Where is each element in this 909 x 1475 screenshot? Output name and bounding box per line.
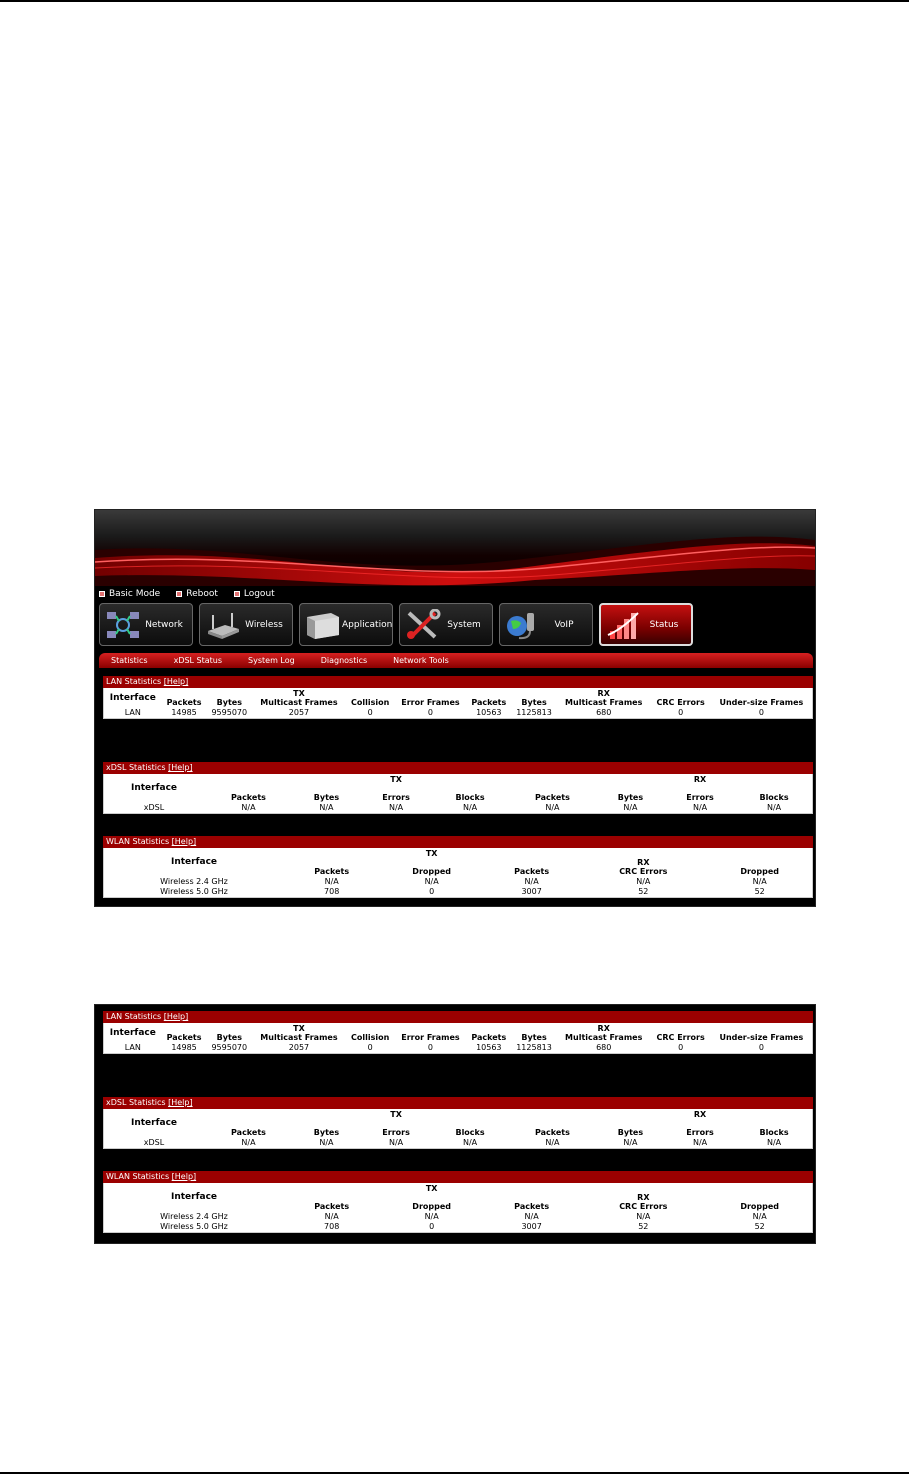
xdsl-rx-errors-header xyxy=(664,1109,736,1138)
lan-cell: 0 xyxy=(367,708,373,717)
lan-statistics-title: LAN Statistics xyxy=(106,1012,162,1021)
wlan-tx-dropped-label: Dropped xyxy=(412,867,451,876)
xdsl-cell: N/A xyxy=(623,1138,638,1147)
lan-cell: 0 xyxy=(367,1043,373,1052)
statistics-detail-screenshot xyxy=(94,1004,816,1244)
xdsl-cell: N/A xyxy=(766,1138,782,1147)
xdsl-cell: xDSL xyxy=(143,803,165,812)
table-row xyxy=(104,1212,812,1222)
xdsl-tx-errors-label: Errors xyxy=(382,793,410,802)
lan-cell: 2057 xyxy=(288,708,310,717)
tab-application[interactable] xyxy=(299,603,393,646)
lan-rx-packets-header: Packets xyxy=(471,1033,507,1042)
wlan-cell: 52 xyxy=(754,887,765,896)
table-row xyxy=(104,1222,812,1232)
xdsl-interface-header: Interface xyxy=(130,783,178,793)
wlan-cell: 3007 xyxy=(521,1222,542,1231)
bullet-icon xyxy=(99,591,105,597)
xdsl-statistics-table xyxy=(104,774,812,813)
wlan-statistics-header xyxy=(103,1171,813,1183)
subnav-diagnostics[interactable]: Diagnostics xyxy=(320,656,368,665)
lan-rx-bytes-header: Bytes xyxy=(521,698,547,707)
status-chart-icon xyxy=(605,608,643,642)
wlan-cell: Wireless 5.0 GHz xyxy=(160,1222,228,1231)
lan-rx-multicast-label: Multicast Frames xyxy=(565,1033,643,1042)
wlan-statistics-table xyxy=(104,1183,812,1232)
wlan-statistics-table xyxy=(104,848,812,897)
banner-swoosh-graphic xyxy=(95,510,815,586)
tab-system[interactable] xyxy=(399,603,493,646)
xdsl-cell: N/A xyxy=(388,1138,404,1147)
lan-rx-group-header: RX xyxy=(597,689,610,698)
tab-network[interactable] xyxy=(99,603,193,646)
lan-statistics-header xyxy=(103,1011,813,1023)
wlan-rx-dropped-header: Dropped xyxy=(740,1202,780,1211)
lan-statistics-panel xyxy=(103,676,813,719)
lan-rx-multicast-header xyxy=(557,1023,651,1043)
lan-help-link[interactable]: [Help] xyxy=(163,1012,189,1021)
wlan-cell: N/A xyxy=(424,877,439,886)
wlan-statistics-title: WLAN Statistics xyxy=(106,837,170,846)
xdsl-rx-blocks-header: Blocks xyxy=(759,1128,789,1137)
basic-mode-link[interactable] xyxy=(99,589,160,599)
wlan-cell: 708 xyxy=(324,887,340,896)
bullet-icon xyxy=(234,591,240,597)
lan-error-frames-header: Error Frames xyxy=(401,698,460,707)
wlan-cell: 0 xyxy=(429,887,435,896)
network-icon xyxy=(104,608,142,642)
xdsl-cell: N/A xyxy=(241,803,256,812)
lan-rx-packets-header: Packets xyxy=(471,698,507,707)
lan-cell: 10563 xyxy=(476,1043,502,1052)
lan-rx-group-header: RX xyxy=(597,1024,610,1033)
wlan-cell: Wireless 2.4 GHz xyxy=(160,1212,228,1221)
wlan-statistics-title: WLAN Statistics xyxy=(106,1172,170,1181)
xdsl-cell: N/A xyxy=(319,803,334,812)
lan-tx-packets-header: Packets xyxy=(166,698,202,707)
xdsl-tx-bytes-header: Bytes xyxy=(313,1128,340,1137)
wlan-cell: N/A xyxy=(424,1212,439,1221)
reboot-link[interactable] xyxy=(176,589,218,599)
wlan-cell: Wireless 2.4 GHz xyxy=(160,877,228,886)
xdsl-rx-bytes-header xyxy=(597,774,664,803)
lan-undersize-header: Under-size Frames xyxy=(719,698,804,707)
tab-status[interactable] xyxy=(599,603,693,646)
wlan-rx-packets-header: Packets xyxy=(514,1202,550,1211)
subnav-statistics[interactable]: Statistics xyxy=(111,656,148,665)
lan-cell: 10563 xyxy=(476,708,502,717)
xdsl-cell: N/A xyxy=(319,1138,334,1147)
lan-help-link[interactable]: [Help] xyxy=(163,677,189,686)
wlan-rx-crc-label: CRC Errors xyxy=(619,867,668,876)
wlan-cell: 0 xyxy=(429,1222,435,1231)
subnav-network-tools[interactable]: Network Tools xyxy=(393,656,449,665)
xdsl-tx-blocks-header: Blocks xyxy=(455,1128,485,1137)
xdsl-rx-group-header: RX xyxy=(693,1110,707,1119)
lan-cell: 0 xyxy=(427,1043,433,1052)
wlan-tx-dropped-label: Dropped xyxy=(412,1202,451,1211)
lan-tx-multicast-header xyxy=(252,1023,346,1043)
wlan-rx-dropped-header: Dropped xyxy=(740,867,780,876)
lan-cell: 9595070 xyxy=(211,708,248,717)
lan-statistics-body xyxy=(103,1023,813,1054)
xdsl-rx-errors-header xyxy=(664,774,736,803)
tools-icon xyxy=(404,608,442,642)
xdsl-tx-blocks-header: Blocks xyxy=(455,793,485,802)
xdsl-tx-packets-header: Packets xyxy=(231,793,266,802)
lan-cell: 0 xyxy=(678,1043,684,1052)
wlan-cell: N/A xyxy=(752,1212,767,1221)
wlan-cell: 52 xyxy=(638,887,649,896)
globe-phone-icon xyxy=(504,608,542,642)
main-tabs xyxy=(99,603,693,646)
lan-tx-multicast-header xyxy=(252,688,346,708)
tab-network-label: Network xyxy=(145,619,183,630)
xdsl-cell: N/A xyxy=(462,803,478,812)
xdsl-cell: N/A xyxy=(545,803,560,812)
wlan-cell: 708 xyxy=(324,1222,340,1231)
xdsl-statistics-panel xyxy=(103,1097,813,1149)
xdsl-cell: N/A xyxy=(766,803,782,812)
xdsl-rx-bytes-header xyxy=(597,1109,664,1138)
lan-tx-group-header: TX xyxy=(293,1024,305,1033)
wlan-cell: 52 xyxy=(638,1222,649,1231)
lan-statistics-title: LAN Statistics xyxy=(106,677,162,686)
tab-system-label: System xyxy=(447,619,481,630)
xdsl-cell: N/A xyxy=(545,1138,560,1147)
table-row xyxy=(104,887,812,897)
xdsl-tx-bytes-header: Bytes xyxy=(313,793,340,802)
header-banner xyxy=(95,510,815,586)
wlan-cell: N/A xyxy=(524,877,539,886)
tab-voip-label: VoIP xyxy=(554,619,574,630)
wlan-statistics-panel xyxy=(103,1171,813,1233)
xdsl-cell: N/A xyxy=(241,1138,256,1147)
wlan-rx-crc-label: CRC Errors xyxy=(619,1202,668,1211)
lan-collision-header: Collision xyxy=(350,698,390,707)
wlan-cell: N/A xyxy=(752,877,767,886)
lan-statistics-header xyxy=(103,676,813,688)
tab-wireless-label: Wireless xyxy=(245,619,283,630)
wlan-statistics-panel xyxy=(103,836,813,898)
router-icon xyxy=(204,608,242,642)
xdsl-tx-group-header: TX xyxy=(390,1110,402,1119)
logout-link[interactable] xyxy=(234,589,275,599)
xdsl-interface-header: Interface xyxy=(130,1118,178,1128)
wlan-cell: 3007 xyxy=(521,887,542,896)
xdsl-rx-bytes-label: Bytes xyxy=(617,793,644,802)
xdsl-rx-blocks-header: Blocks xyxy=(759,793,789,802)
wlan-cell: N/A xyxy=(636,877,651,886)
xdsl-rx-errors-label: Errors xyxy=(686,793,714,802)
wlan-statistics-body xyxy=(103,848,813,898)
lan-cell: 1125813 xyxy=(516,708,552,717)
xdsl-cell: N/A xyxy=(462,1138,478,1147)
wlan-tx-group-header: TX xyxy=(425,1184,438,1193)
wlan-cell: Wireless 5.0 GHz xyxy=(160,887,228,896)
xdsl-tx-errors-label: Errors xyxy=(382,1128,410,1137)
lan-tx-packets-header: Packets xyxy=(166,1033,202,1042)
lan-cell: 680 xyxy=(596,1043,612,1052)
wlan-rx-crc-header xyxy=(579,1183,707,1212)
wlan-statistics-header xyxy=(103,836,813,848)
xdsl-rx-group-header: RX xyxy=(693,775,707,784)
wlan-cell: 52 xyxy=(754,1222,765,1231)
lan-tx-multicast-label: Multicast Frames xyxy=(260,698,338,707)
lan-interface-header: Interface xyxy=(109,1027,156,1038)
lan-cell: 0 xyxy=(758,1043,764,1052)
lan-cell: LAN xyxy=(124,1043,141,1052)
wlan-cell: N/A xyxy=(324,877,339,886)
lan-statistics-table xyxy=(104,688,812,718)
lan-tx-bytes-header: Bytes xyxy=(216,1033,242,1042)
basic-mode-label: Basic Mode xyxy=(109,589,161,599)
xdsl-cell: N/A xyxy=(623,803,638,812)
lan-cell: 9595070 xyxy=(211,1043,248,1052)
lan-tx-multicast-label: Multicast Frames xyxy=(260,1033,338,1042)
lan-collision-header: Collision xyxy=(350,1033,390,1042)
lan-cell: 0 xyxy=(678,708,684,717)
wlan-help-link[interactable]: [Help] xyxy=(171,837,197,846)
wlan-tx-packets-header: Packets xyxy=(314,867,350,876)
lan-crc-errors-header: CRC Errors xyxy=(656,698,705,707)
lan-statistics-table xyxy=(104,1023,812,1053)
xdsl-tx-errors-header xyxy=(360,1109,432,1138)
lan-cell: LAN xyxy=(124,708,141,717)
lan-cell: 680 xyxy=(596,708,612,717)
lan-rx-multicast-header xyxy=(557,688,651,708)
xdsl-statistics-header xyxy=(103,762,813,774)
wlan-tx-packets-header: Packets xyxy=(314,1202,350,1211)
xdsl-statistics-body xyxy=(103,1109,813,1149)
xdsl-cell: N/A xyxy=(388,803,404,812)
table-row xyxy=(104,803,812,813)
lan-statistics-panel xyxy=(103,1011,813,1054)
bullet-icon xyxy=(176,591,182,597)
wlan-cell: N/A xyxy=(324,1212,339,1221)
table-row xyxy=(104,1043,812,1053)
lan-cell: 0 xyxy=(427,708,433,717)
wlan-tx-dropped-header xyxy=(379,848,484,877)
tab-voip[interactable] xyxy=(499,603,593,646)
top-rule xyxy=(0,0,909,2)
wlan-statistics-body xyxy=(103,1183,813,1233)
lan-interface-header: Interface xyxy=(109,692,156,703)
lan-cell: 0 xyxy=(758,708,764,717)
wlan-interface-header: Interface xyxy=(170,857,218,867)
wlan-rx-group-header: RX xyxy=(637,858,650,867)
xdsl-statistics-body xyxy=(103,774,813,814)
tab-status-label: Status xyxy=(649,619,679,630)
lan-rx-multicast-label: Multicast Frames xyxy=(565,698,643,707)
xdsl-help-link[interactable]: [Help] xyxy=(168,1098,193,1107)
xdsl-statistics-title: xDSL Statistics xyxy=(106,1098,166,1107)
table-row xyxy=(104,1138,812,1148)
lan-crc-errors-header: CRC Errors xyxy=(656,1033,705,1042)
router-status-screenshot xyxy=(94,509,816,907)
xdsl-cell: xDSL xyxy=(143,1138,165,1147)
xdsl-tx-packets-header: Packets xyxy=(231,1128,266,1137)
logout-label: Logout xyxy=(243,589,275,599)
bottom-rule xyxy=(0,1472,909,1474)
wlan-cell: N/A xyxy=(636,1212,651,1221)
xdsl-statistics-header xyxy=(103,1097,813,1109)
xdsl-statistics-table xyxy=(104,1109,812,1148)
tab-wireless[interactable] xyxy=(199,603,293,646)
table-row xyxy=(104,708,812,718)
wlan-rx-crc-header xyxy=(579,848,707,877)
subnav-system-log[interactable]: System Log xyxy=(248,656,295,665)
wlan-interface-header: Interface xyxy=(170,1192,218,1202)
lan-tx-bytes-header: Bytes xyxy=(216,698,242,707)
application-icon xyxy=(304,608,342,642)
lan-undersize-header: Under-size Frames xyxy=(719,1033,804,1042)
xdsl-tx-errors-header xyxy=(360,774,432,803)
lan-cell: 14985 xyxy=(171,1043,197,1052)
xdsl-statistics-title: xDSL Statistics xyxy=(106,763,166,772)
wlan-rx-group-header: RX xyxy=(637,1193,650,1202)
table-row xyxy=(104,877,812,887)
wlan-rx-packets-header: Packets xyxy=(514,867,550,876)
wlan-cell: N/A xyxy=(524,1212,539,1221)
xdsl-rx-packets-header: Packets xyxy=(534,793,570,802)
xdsl-statistics-panel xyxy=(103,762,813,814)
quick-links-bar xyxy=(99,589,275,599)
xdsl-rx-bytes-label: Bytes xyxy=(617,1128,644,1137)
xdsl-cell: N/A xyxy=(692,803,708,812)
wlan-tx-group-header: TX xyxy=(425,849,438,858)
xdsl-help-link[interactable]: [Help] xyxy=(168,763,193,772)
lan-error-frames-header: Error Frames xyxy=(401,1033,460,1042)
status-subnav xyxy=(99,653,813,668)
xdsl-cell: N/A xyxy=(692,1138,708,1147)
lan-cell: 2057 xyxy=(288,1043,310,1052)
xdsl-tx-group-header: TX xyxy=(390,775,402,784)
lan-statistics-body xyxy=(103,688,813,719)
tab-application-label: Application xyxy=(342,619,393,630)
subnav-xdsl-status[interactable]: xDSL Status xyxy=(173,656,223,665)
xdsl-rx-errors-label: Errors xyxy=(686,1128,714,1137)
lan-cell: 1125813 xyxy=(516,1043,552,1052)
reboot-label: Reboot xyxy=(186,589,218,599)
xdsl-rx-packets-header: Packets xyxy=(534,1128,570,1137)
lan-rx-bytes-header: Bytes xyxy=(521,1033,547,1042)
lan-cell: 14985 xyxy=(171,708,197,717)
wlan-tx-dropped-header xyxy=(379,1183,484,1212)
lan-tx-group-header: TX xyxy=(293,689,305,698)
wlan-help-link[interactable]: [Help] xyxy=(171,1172,197,1181)
